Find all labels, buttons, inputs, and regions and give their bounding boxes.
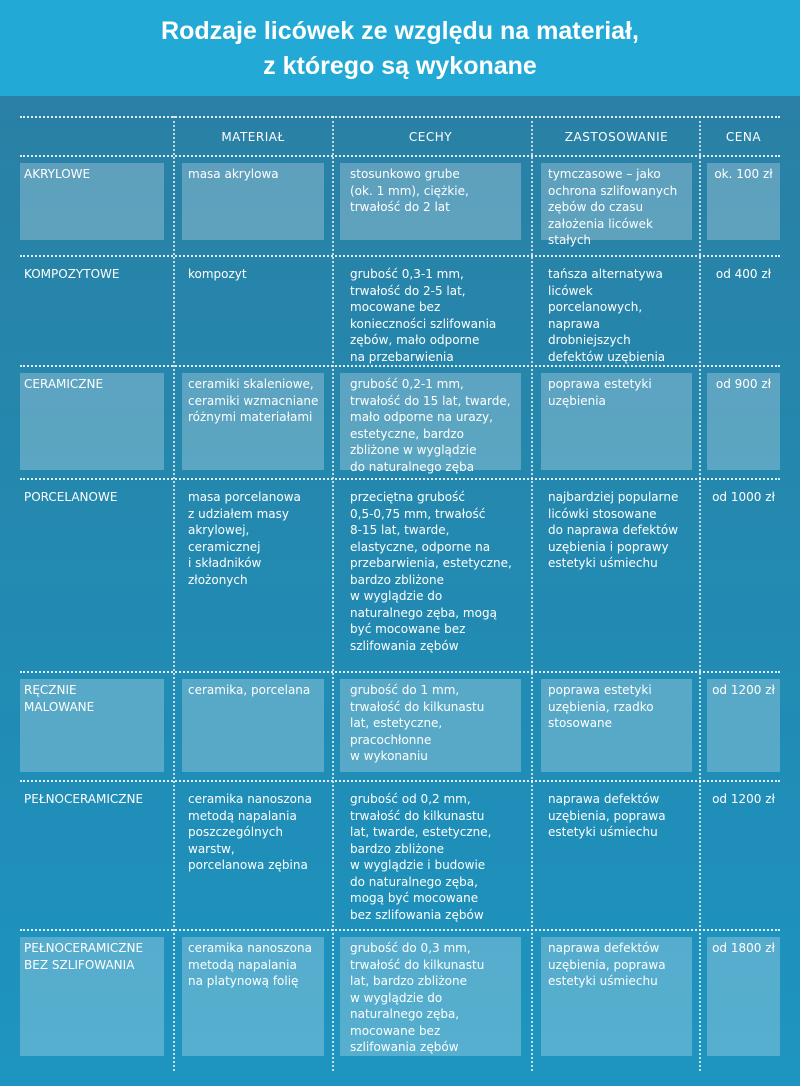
cell-text-line: w wyglądzie do — [350, 589, 443, 603]
cell-text-line: ochrona szlifowanych — [548, 183, 678, 198]
cell-text-line: estetyki uśmiechu — [548, 974, 658, 988]
cell-text-line: RĘCZNIE — [24, 683, 77, 697]
cell-text-line: mogą być mocowane — [350, 891, 479, 905]
cell-text-line: bez szlifowania zębów — [350, 907, 484, 922]
cell-text-line: elastyczne, odporne na — [350, 539, 491, 554]
cell-text-line: założenia licówek — [548, 216, 653, 231]
cell-name — [20, 788, 164, 921]
cell-text-line: grubość 0,2-1 mm, — [350, 377, 464, 391]
cell-text-line: warstw, — [188, 841, 235, 856]
cell-cechy — [340, 373, 521, 474]
cell-text-line: licówek — [548, 283, 593, 298]
cell-text-line: od 1200 zł — [712, 792, 775, 806]
cell-text-line: od 900 zł — [715, 377, 772, 391]
cell-text-line: do naturalnego zęba — [350, 459, 475, 474]
cell-text-line: masa porcelanowa — [188, 490, 301, 504]
cell-text-line: w wykonaniu — [350, 749, 428, 763]
cell-cena — [707, 373, 780, 470]
table-row — [0, 365, 800, 478]
cell-text-line: poprawa estetyki — [548, 683, 652, 697]
cell-text-line: lat, estetyczne, — [350, 716, 443, 730]
cell-text-line: trwałość do kilkunastu — [350, 957, 485, 972]
cell-text-line: do naprawa defektów — [548, 523, 679, 537]
cell-zastosowanie — [541, 486, 692, 663]
cell-text-line: ceramika nanoszona — [188, 792, 312, 806]
cell-text-line: uzębienia — [548, 393, 606, 408]
cell-text-line: złożonych — [188, 572, 248, 587]
table-row — [0, 255, 800, 365]
cell-text-line: grubość do 0,3 mm, — [350, 941, 471, 955]
cell-text-line: z udziałem masy — [188, 506, 290, 521]
cell-text-line: estetyki uśmiechu — [548, 825, 658, 839]
cell-text-line: 0,5-0,75 mm, trwałość — [350, 506, 486, 521]
cell-zastosowanie — [541, 373, 692, 470]
cell-text-line: różnymi materiałami — [188, 410, 313, 424]
cell-cena — [707, 679, 780, 772]
cell-text-line: trwałość do 15 lat, twarde, — [350, 393, 511, 408]
cell-text-line: grubość 0,3-1 mm, — [350, 267, 464, 281]
cell-text-line: w wyglądzie do — [350, 990, 443, 1005]
cell-text-line: lat, bardzo zbliżone — [350, 974, 467, 988]
cell-text-line: ceramika nanoszona — [188, 941, 312, 955]
cell-text-line: tymczasowe – jako — [548, 167, 661, 181]
cell-text-line: naturalnego zęba, — [350, 1007, 460, 1021]
cell-cena — [707, 486, 780, 663]
cell-text-line: zbliżone w wyglądzie — [350, 443, 477, 457]
cell-text-line: porcelanowych, — [548, 300, 643, 314]
cell-name — [20, 679, 164, 772]
cell-text-line: PORCELANOWE — [24, 490, 118, 504]
cell-text-line: lat, twarde, estetyczne, — [350, 825, 492, 839]
cell-text-line: licówki stosowane — [548, 506, 657, 521]
cell-text-line: PEŁNOCERAMICZNE — [24, 792, 144, 806]
cell-text-line: masa akrylowa — [188, 167, 279, 181]
cell-material — [182, 679, 324, 772]
cell-text-line: i składników — [188, 556, 262, 570]
cell-text-line: zębów do czasu — [548, 200, 644, 214]
cell-text-line: PEŁNOCERAMICZNE — [24, 941, 144, 955]
table-row — [0, 929, 800, 1064]
column-header-cena: CENA — [725, 130, 762, 144]
table-row — [0, 155, 800, 248]
cell-text-line: AKRYLOWE — [24, 167, 91, 181]
cell-text-line: ceramika, porcelana — [188, 683, 311, 697]
column-header-cechy: CECHY — [408, 130, 453, 144]
cell-text-line: najbardziej popularne — [548, 490, 679, 504]
cell-name — [20, 937, 164, 1056]
cell-text-line: szlifowania zębów — [350, 638, 459, 653]
cell-zastosowanie — [541, 788, 692, 921]
cell-material — [182, 263, 324, 357]
cell-text-line: 8-15 lat, twarde, — [350, 523, 450, 537]
cell-text-line: stałych — [548, 233, 592, 247]
cell-cechy — [340, 486, 521, 663]
title-line-1: Rodzaje licówek ze względu na materiał, — [161, 17, 639, 45]
table-row — [0, 780, 800, 929]
cell-cechy — [340, 163, 521, 240]
cell-zastosowanie — [541, 679, 692, 772]
cell-text-line: stosunkowo grube — [350, 167, 460, 181]
cell-text-line: pracochłonne — [350, 732, 432, 747]
cell-text-line: kompozyt — [188, 267, 247, 281]
cell-cena — [707, 937, 780, 1056]
cell-text-line: ok. 100 zł — [714, 167, 773, 181]
cell-text-line: ceramiki skaleniowe, — [188, 377, 314, 391]
cell-text-line: uzębienia, poprawa — [548, 957, 666, 972]
cell-text-line: na platynową folię — [188, 974, 299, 988]
cell-cena — [707, 263, 780, 357]
cell-text-line: zębów, mało odporne — [350, 333, 480, 347]
cell-text-line: grubość od 0,2 mm, — [350, 792, 471, 806]
cell-text-line: trwałość do 2-5 lat, — [350, 283, 466, 298]
cell-zastosowanie — [541, 163, 692, 247]
cell-text-line: do naturalnego zęba, — [350, 874, 478, 889]
cell-text-line: porcelanowa zębina — [188, 858, 308, 872]
cell-text-line: szlifowania zębów — [350, 1040, 459, 1054]
cell-text-line: drobniejszych — [548, 333, 631, 347]
cell-text-line: trwałość do kilkunastu — [350, 699, 485, 714]
cell-text-line: naprawa — [548, 316, 601, 331]
cell-text-line: naprawa defektów — [548, 792, 660, 806]
cell-text-line: być mocowane bez — [350, 622, 466, 636]
cell-text-line: tańsza alternatywa — [548, 267, 663, 281]
cell-material — [182, 788, 324, 921]
cell-text-line: (ok. 1 mm), ciężkie, — [350, 183, 469, 198]
cell-text-line: bardzo zbliżone — [350, 841, 444, 856]
cell-cechy — [340, 937, 521, 1056]
cell-text-line: uzębienia i poprawy — [548, 539, 669, 554]
cell-text-line: mocowane bez — [350, 300, 441, 314]
cell-text-line: metodą napalania — [188, 808, 297, 823]
cell-text-line: na przebarwienia — [350, 349, 454, 364]
cell-material — [182, 373, 324, 470]
cell-text-line: od 400 zł — [715, 267, 772, 281]
cell-text-line: estetyki uśmiechu — [548, 556, 658, 570]
cell-text-line: akrylowej, — [188, 523, 250, 537]
cell-text-line: w wyglądzie i budowie — [350, 858, 486, 872]
column-header-material: MATERIAŁ — [221, 130, 285, 144]
cell-text-line: od 1800 zł — [712, 941, 775, 955]
cell-text-line: estetyczne, bardzo — [350, 426, 464, 441]
cell-text-line: naturalnego zęba, mogą — [350, 605, 497, 620]
table-top-border — [20, 116, 780, 118]
cell-cechy — [340, 263, 521, 364]
cell-cechy — [340, 679, 521, 772]
cell-cena — [707, 163, 780, 240]
cell-text-line: naprawa defektów — [548, 941, 660, 955]
table-row — [0, 671, 800, 780]
cell-name — [20, 486, 164, 663]
cell-name — [20, 373, 164, 470]
cell-text-line: przeciętna grubość — [350, 490, 465, 504]
page-title — [0, 14, 800, 84]
cell-text-line: stosowane — [548, 716, 613, 730]
cell-text-line: bardzo zbliżone — [350, 572, 444, 587]
cell-text-line: metodą napalania — [188, 957, 297, 972]
cell-text-line: od 1000 zł — [712, 490, 775, 504]
cell-cechy — [340, 788, 521, 921]
cell-text-line: defektów uzębienia — [548, 349, 666, 364]
cell-text-line: poszczególnych — [188, 825, 283, 839]
cell-material — [182, 486, 324, 663]
cell-text-line: poprawa estetyki — [548, 377, 652, 391]
cell-text-line: ceramiki wzmacniane — [188, 393, 319, 408]
cell-material — [182, 937, 324, 1056]
table-row — [0, 478, 800, 671]
cell-cena — [707, 788, 780, 921]
title-line-2: z którego są wykonane — [263, 52, 537, 80]
cell-text-line: trwałość do 2 lat — [350, 200, 450, 214]
cell-text-line: uzębienia, rzadko — [548, 699, 654, 714]
cell-text-line: grubość do 1 mm, — [350, 683, 460, 697]
cell-material — [182, 163, 324, 240]
cell-text-line: przebarwienia, estetyczne, — [350, 556, 512, 570]
cell-text-line: mocowane bez — [350, 1023, 441, 1038]
cell-zastosowanie — [541, 937, 692, 1056]
cell-zastosowanie — [541, 263, 692, 364]
cell-text-line: od 1200 zł — [712, 683, 775, 697]
cell-text-line: uzębienia, poprawa — [548, 808, 666, 823]
cell-text-line: trwałość do kilkunastu — [350, 808, 485, 823]
column-header-zastosowanie: ZASTOSOWANIE — [564, 130, 669, 144]
cell-text-line: konieczności szlifowania — [350, 316, 497, 331]
cell-text-line: KOMPOZYTOWE — [24, 267, 120, 281]
cell-name — [20, 263, 164, 357]
cell-text-line: MALOWANE — [24, 699, 95, 714]
cell-text-line: BEZ SZLIFOWANIA — [24, 957, 135, 972]
cell-name — [20, 163, 164, 240]
cell-text-line: mało odporne na urazy, — [350, 410, 493, 424]
cell-text-line: ceramicznej — [188, 539, 261, 554]
cell-text-line: CERAMICZNE — [24, 377, 104, 391]
